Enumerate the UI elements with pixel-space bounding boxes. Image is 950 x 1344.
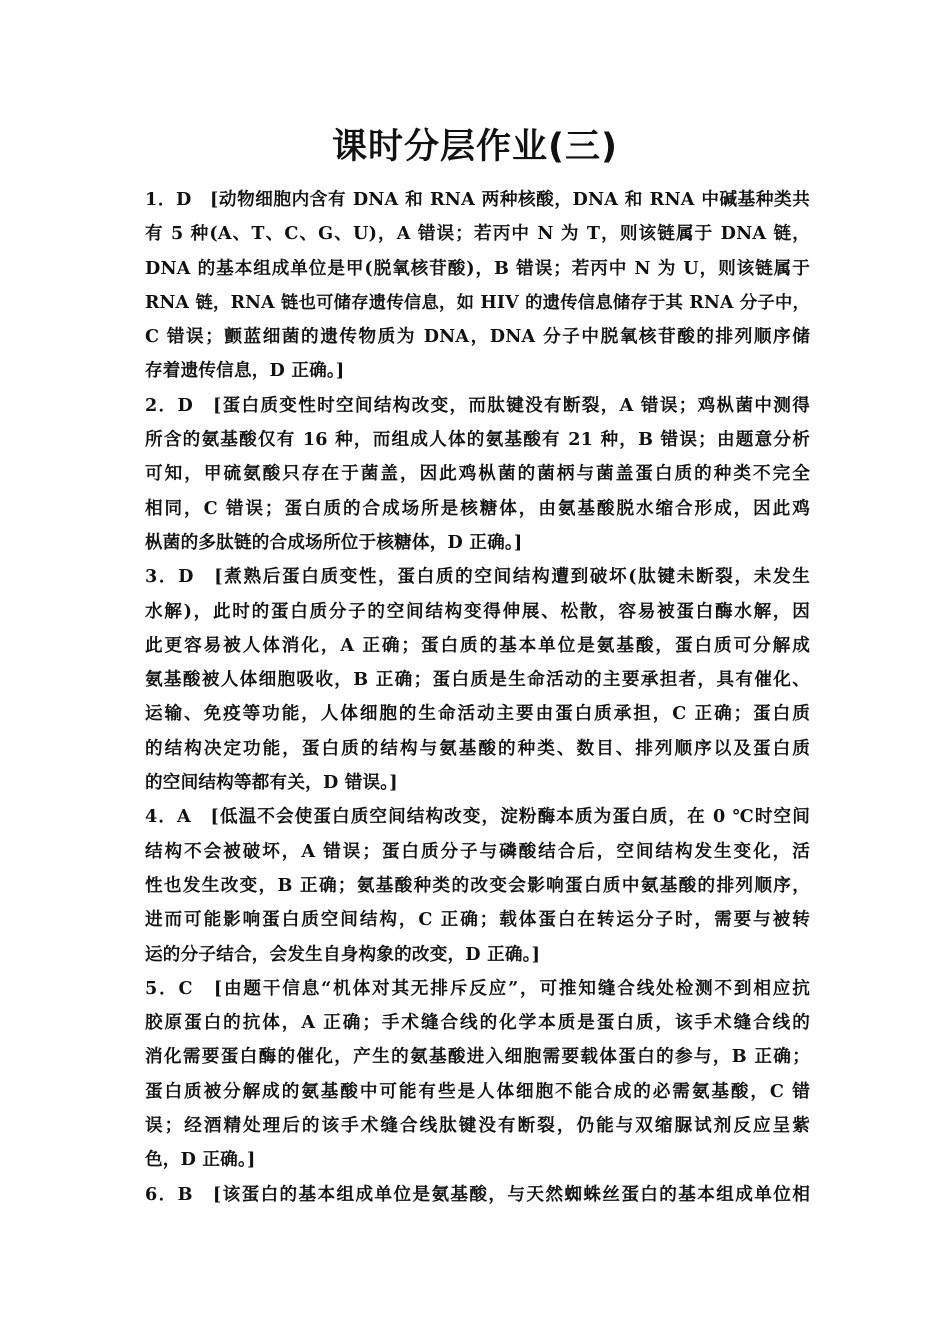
text-line: 的结构决定功能，蛋白质的结构与氨基酸的种类、数目、排列顺序以及蛋白质 xyxy=(145,737,810,759)
text-line: 的空间结构等都有关，D 错误。] xyxy=(145,772,398,794)
text-line: 色，D 正确。] xyxy=(145,1149,256,1171)
text-line: C 错误；颤蓝细菌的遗传物质为 DNA，DNA 分子中脱氧核苷酸的排列顺序储 xyxy=(145,326,810,348)
text-line: 枞菌的多肽链的合成场所位于核糖体，D 正确。] xyxy=(145,531,523,553)
text-line: 胶原蛋白的抗体，A 正确；手术缝合线的化学本质是蛋白质，该手术缝合线的 xyxy=(145,1012,810,1034)
text-line: 消化需要蛋白酶的催化，产生的氨基酸进入细胞需要载体蛋白的参与，B 正确； xyxy=(145,1046,810,1068)
text-line: 运的分子结合，会发生自身构象的改变，D 正确。] xyxy=(145,943,541,965)
text-line: 4．A [低温不会使蛋白质空间结构改变，淀粉酶本质为蛋白质，在 0 ℃时空间 xyxy=(145,806,810,828)
text-line: 蛋白质被分解成的氨基酸中可能有些是人体细胞不能合成的必需氨基酸，C 错 xyxy=(145,1080,810,1102)
text-line: 3．D [煮熟后蛋白质变性，蛋白质的空间结构遭到破坏(肽键未断裂，未发生 xyxy=(145,566,810,588)
text-line: 性也发生改变，B 正确；氨基酸种类的改变会影响蛋白质中氨基酸的排列顺序， xyxy=(145,874,810,896)
text-line: 所含的氨基酸仅有 16 种，而组成人体的氨基酸有 21 种，B 错误；由题意分析 xyxy=(145,429,810,451)
text-line: 进而可能影响蛋白质空间结构，C 正确；载体蛋白在转运分子时，需要与被转 xyxy=(145,909,810,931)
text-line: 6．B [该蛋白的基本组成单位是氨基酸，与天然蜘蛛丝蛋白的基本组成单位相 xyxy=(145,1183,810,1205)
text-line: RNA 链，RNA 链也可储存遗传信息，如 HIV 的遗传信息储存于其 RNA 分子中， xyxy=(145,292,810,313)
text-line: 可知，甲硫氨酸只存在于菌盖，因此鸡枞菌的菌柄与菌盖蛋白质的种类不完全 xyxy=(145,463,810,485)
text-line: 2．D [蛋白质变性时空间结构改变，而肽键没有断裂，A 错误；鸡枞菌中测得 xyxy=(145,394,810,416)
page-title: 课时分层作业(三) xyxy=(332,127,618,167)
text-line: DNA 的基本组成单位是甲(脱氧核苷酸)，B 错误；若丙中 N 为 U，则该链属于 xyxy=(145,257,810,279)
text-line: 运输、免疫等功能，人体细胞的生命活动主要由蛋白质承担，C 正确；蛋白质 xyxy=(145,703,810,725)
text-line: 氨基酸被人体细胞吸收，B 正确；蛋白质是生命活动的主要承担者，具有催化、 xyxy=(145,669,810,691)
text-line: 此更容易被人体消化，A 正确；蛋白质的基本单位是氨基酸，蛋白质可分解成 xyxy=(145,634,810,656)
text-line: 1．D [动物细胞内含有 DNA 和 RNA 两种核酸，DNA 和 RNA 中碱基种类共 xyxy=(145,189,810,210)
answer-body xyxy=(145,183,810,1212)
text-line: 误；经酒精处理后的该手术缝合线肽键没有断裂，仍能与双缩脲试剂反应呈紫 xyxy=(145,1115,810,1137)
text-line: 相同，C 错误；蛋白质的合成场所是核糖体，由氨基酸脱水缩合形成，因此鸡 xyxy=(145,497,810,519)
text-line: 5．C [由题干信息“机体对其无排斥反应”，可推知缝合线处检测不到相应抗 xyxy=(145,977,810,999)
text-line: 结构不会被破坏，A 错误；蛋白质分子与磷酸结合后，空间结构发生变化，活 xyxy=(145,840,810,862)
text-line: 存着遗传信息，D 正确。] xyxy=(145,360,345,382)
text-line: 有 5 种(A、T、C、G、U)，A 错误；若丙中 N 为 T，则该链属于 DNA 链， xyxy=(145,223,810,245)
text-line: 水解)，此时的蛋白质分子的空间结构变得伸展、松散，容易被蛋白酶水解，因 xyxy=(145,600,810,622)
